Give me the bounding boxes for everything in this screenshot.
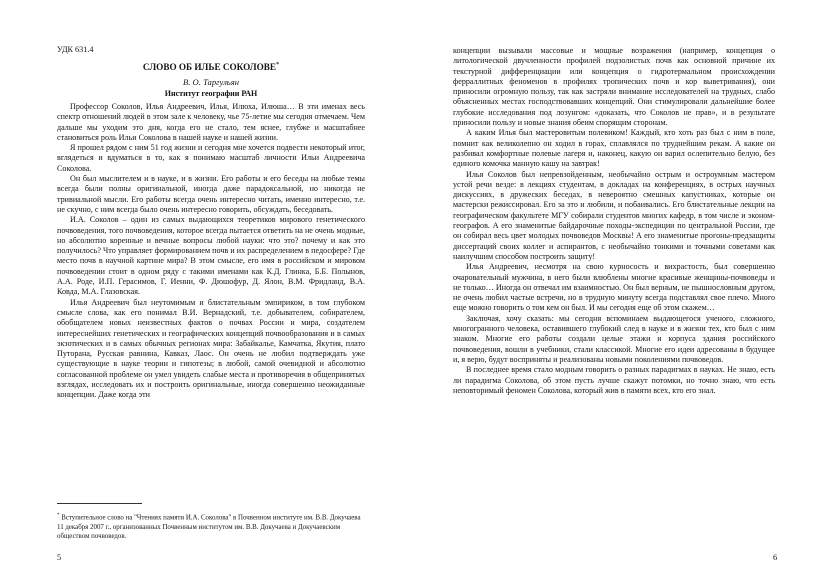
paragraph: концепции вызывали массовые и мощные возражения (например, концепция о литологической двучленности профилей подзолистых почв как основной причине их текстурной дифференциации или концепция о гидротермальном происхождении ферраллитных феноменов в профилях тропических почв и кор выветривания), они приносили огромную пользу, так как застряли внимание исследователей на трудных, слабо объясненных местах господствовавших концепций. Они стимулировали дальнейшие более глубокие исследования под лозунгом: «доказать, что Соколов не прав», и в результате приносили пользу и новые знания обеим спорящим сторонам. xyxy=(453,46,775,128)
paragraph: Илья Андреевич, несмотря на свою курносость и вихрастость, был совершенно очаровательный мужчина, в него были влюблены многие красивые женщины-почвоведы и не только… Иногда он отвечал им взаимностью. Он был верным, не пышнословным другом, не очень любил частые встречи, но в трудную минуту всегда подставлял свое плечо. Много еще можно говорить о том кем он был. И мы сегодня еще об этом скажем… xyxy=(453,262,775,313)
paragraph: В последнее время стало модным говорить о разных парадигмах в науках. Не знаю, есть ли парадигма Соколова, об этом пусть лучше скажут потомки, но точно знаю, что есть неповторимый феномен Соколова, который жив в памяти всех, кто его знал. xyxy=(453,365,775,395)
paragraph: Илья Соколов был непревзойденным, необычайно острым и остроумным мастером устой речи везде: в лекциях студентам, в докладах на конференциях, в острых научных дискуссиях, в дружеских беседах, в невероятно смешных капустниках, которые он мастерски режиссировал. Его за это и любили, и побаивались. Его блистательные лекции на географическом факультете МГУ собирали студентов многих кафедр, в том числе и эконом-географов. А его знаменитые байдарочные походы-экспедиции по центральной России, где он собирал весь цвет молодых почвоведов Москвы! А его знаменитые прогоны-предзащиты диссертаций своих коллег и аспирантов, с необычайно тонкими и точными советами как наилучшим способом построить защиту! xyxy=(453,169,775,261)
paragraph: Илья Андреевич был неутомимым и блистательным эмпириком, в том глубоком смысле слова, как его понимал В.И. Вернадский, т.е. добывателем, собирателем, обобщателем новых неизвестных фактов о почвах России и мира, создателем интереснейших генетических и географических концепций почвообразования и в самых экзотических и в самых обычных регионах мира: Забайкалье, Камчатка, Якутия, плато Путорана, Русская равнина, Кавказ, Лаос. Он очень не любил подтверждать уже существующие в науке теории и гипотезы; в любой, самой очевидной и абсолютно согласованной проблеме он умел увидеть слабые места и противоречия в общепринятых взглядах, исследовать их и построить оригинальные, иногда совершенно неожиданные концепции. Даже когда эти xyxy=(57,297,365,400)
right-body-text xyxy=(453,46,775,396)
left-body-text xyxy=(57,102,365,401)
page-number-left: 5 xyxy=(57,553,62,562)
footnote xyxy=(57,511,365,541)
paragraph: И.А. Соколов – один из самых выдающихся теоретиков мирового генетического почвоведения, того почвоведения, которое всегда пытается ответить на не очень модные, но абсолютно коренные и вечные вопросы любой науки: что это? почему и как это получилось? Что управляет формированием почв и их распределением в педосфере? Где место почв в научной картине мира? В этом смысле, его имя в российском и мировом почвоведении стоит в одном ряду с такими именами как К.Д. Глинка, Б.Б. Полынов, А.А. Роде, И.П. Герасимов, Г. Иенни, Ф. Дюшофур, Д. Ялон, В.М. Фридланд, В.А. Ковда, М.А. Глазовская. xyxy=(57,215,365,297)
paragraph: Он был мыслителем и в науке, и в жизни. Его работы и его беседы на любые темы всегда были полны оригинальной, иногда даже парадоксальной, но никогда не тривиальной мысли. Его работы всегда очень интересно читать, именно интересно, т.е. не скучно, с ним всегда было очень интересно говорить, обсуждать, беседовать. xyxy=(57,174,365,214)
paragraph: Заключая, хочу сказать: мы сегодня вспоминаем выдающегося ученого, сложного, многогранного человека, оставившего глубокий след в науке и в жизни тех, кто был с ним знаком. Многие его работы создали целые этажи и корпуса здания российского почвоведения, вошли в учебники, стали классикой. Многие его идеи адресованы в будущее и, я верю, будут восприняты и реализованы новыми поколениями почвоведов. xyxy=(453,313,775,364)
footnote-text: Вступительное слово на "Чтениях памяти И.А. Соколова" в Почвенном институте им. В.В. Докучаева 11 декабря 2007 г., организованных Почвенным институтом им. В.В. Докучаева и Докучаевским обществом почвоведов. xyxy=(57,514,361,540)
udk-code: УДК 631.4 xyxy=(57,45,94,54)
page-number-right: 6 xyxy=(773,553,778,562)
paragraph: А каким Илья был мастеровитым полевиком! Каждый, кто хоть раз был с ним в поле, помнит как великолепно он ходил в горах, сплавлялся по труднейшим рекам. А какие он разбивал комфортные полевые лагеря и, наконец, какую он варил ослепительно белую, без единого комочка манную кашу на завтрак! xyxy=(453,128,775,169)
paragraph: Профессор Соколов, Илья Андреевич, Илья, Илюха, Илюша… В эти именах весь спектр отношений людей в этом зале к человеку, чье 75-летие мы сегодня отмечаем. Чем дальше мы уходим это дня, когда его не стало, тем яснее, глубже и масштабнее становиться роль Ильи Соколова в нашей науке и нашей жизни. xyxy=(57,102,365,142)
right-page xyxy=(410,0,820,580)
title-text: СЛОВО ОБ ИЛЬЕ СОКОЛОВЕ xyxy=(142,62,277,73)
article-title xyxy=(57,62,365,72)
footnote-separator xyxy=(57,503,142,504)
author-institution: Институт географии РАН xyxy=(164,89,258,98)
title-footnote-mark: * xyxy=(276,62,280,68)
paragraph: Я прошел рядом с ним 51 год жизни и сегодня мне хочется подвести некоторый итог, вглядеться и вдуматься в то, как я понимаю масштаб личности Ильи Андреевича Соколова. xyxy=(57,143,365,173)
author-name: В. О. Таргульян xyxy=(183,77,239,87)
footnote-mark: * xyxy=(57,513,60,518)
